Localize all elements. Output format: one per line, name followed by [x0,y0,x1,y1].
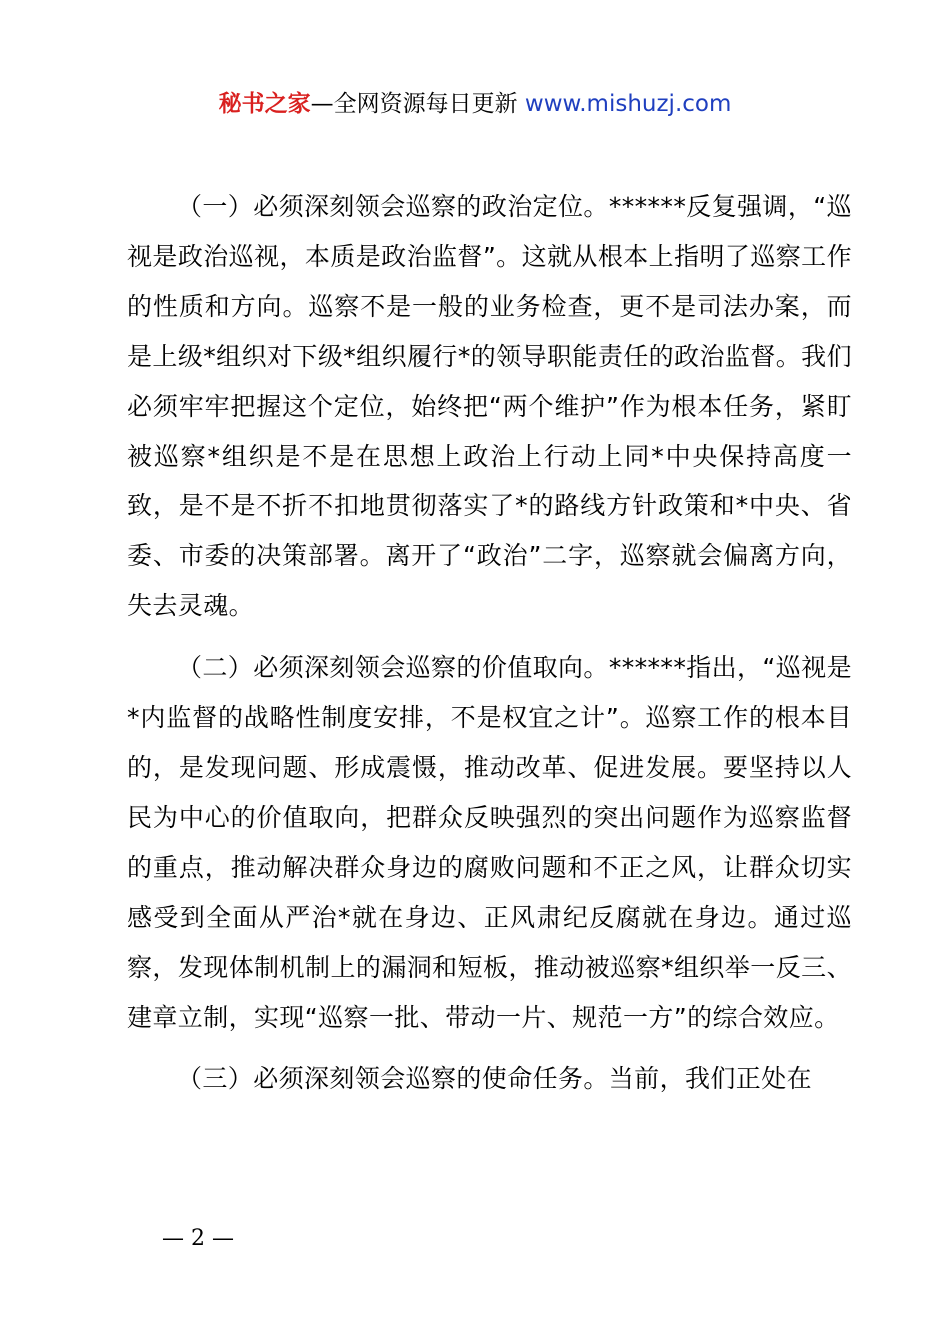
site-brand: 秘书之家 [218,91,311,117]
paragraph-2: （二）必须深刻领会巡察的价值取向。******指出，“巡视是*内监督的战略性制度安排，不是权宜之计”。巡察工作的根本目的，是发现问题、形成震慑，推动改革、促进发展。要坚持以人民为中心的价值取向，把群众反映强烈的突出问题作为巡察监督的重点，推动解决群众身边的腐败问题和不正之风，让群众切实感受到全面从严治*就在身边、正风肃纪反腐就在身边。通过巡察，发现体制机制上的漏洞和短板，推动被巡察*组织举一反三、建章立制，实现“巡察一批、带动一片、规范一方”的综合效应。 [127,653,852,1032]
site-tagline: —全网资源每日更新 [310,91,518,117]
page-number: — 2 — [162,1226,234,1251]
paragraph-3: （三）必须深刻领会巡察的使命任务。当前，我们正处在 [177,1064,813,1094]
site-header [0,88,950,120]
document-body [127,182,852,1116]
site-url-link[interactable]: www.mishuzj.com [524,91,732,117]
paragraph-1: （一）必须深刻领会巡察的政治定位。******反复强调，“巡视是政治巡视，本质是政治监督”。这就从根本上指明了巡察工作的性质和方向。巡察不是一般的业务检查，更不是司法办案，而是上级*组织对下级*组织履行*的领导职能责任的政治监督。我们必须牢牢把握这个定位，始终把“两个维护”作为根本任务，紧盯被巡察*组织是不是在思想上政治上行动上同*中央保持高度一致，是不是不折不扣地贯彻落实了*的路线方针政策和*中央、省委、市委的决策部署。离开了“政治”二字，巡察就会偏离方向，失去灵魂。 [127,192,852,621]
